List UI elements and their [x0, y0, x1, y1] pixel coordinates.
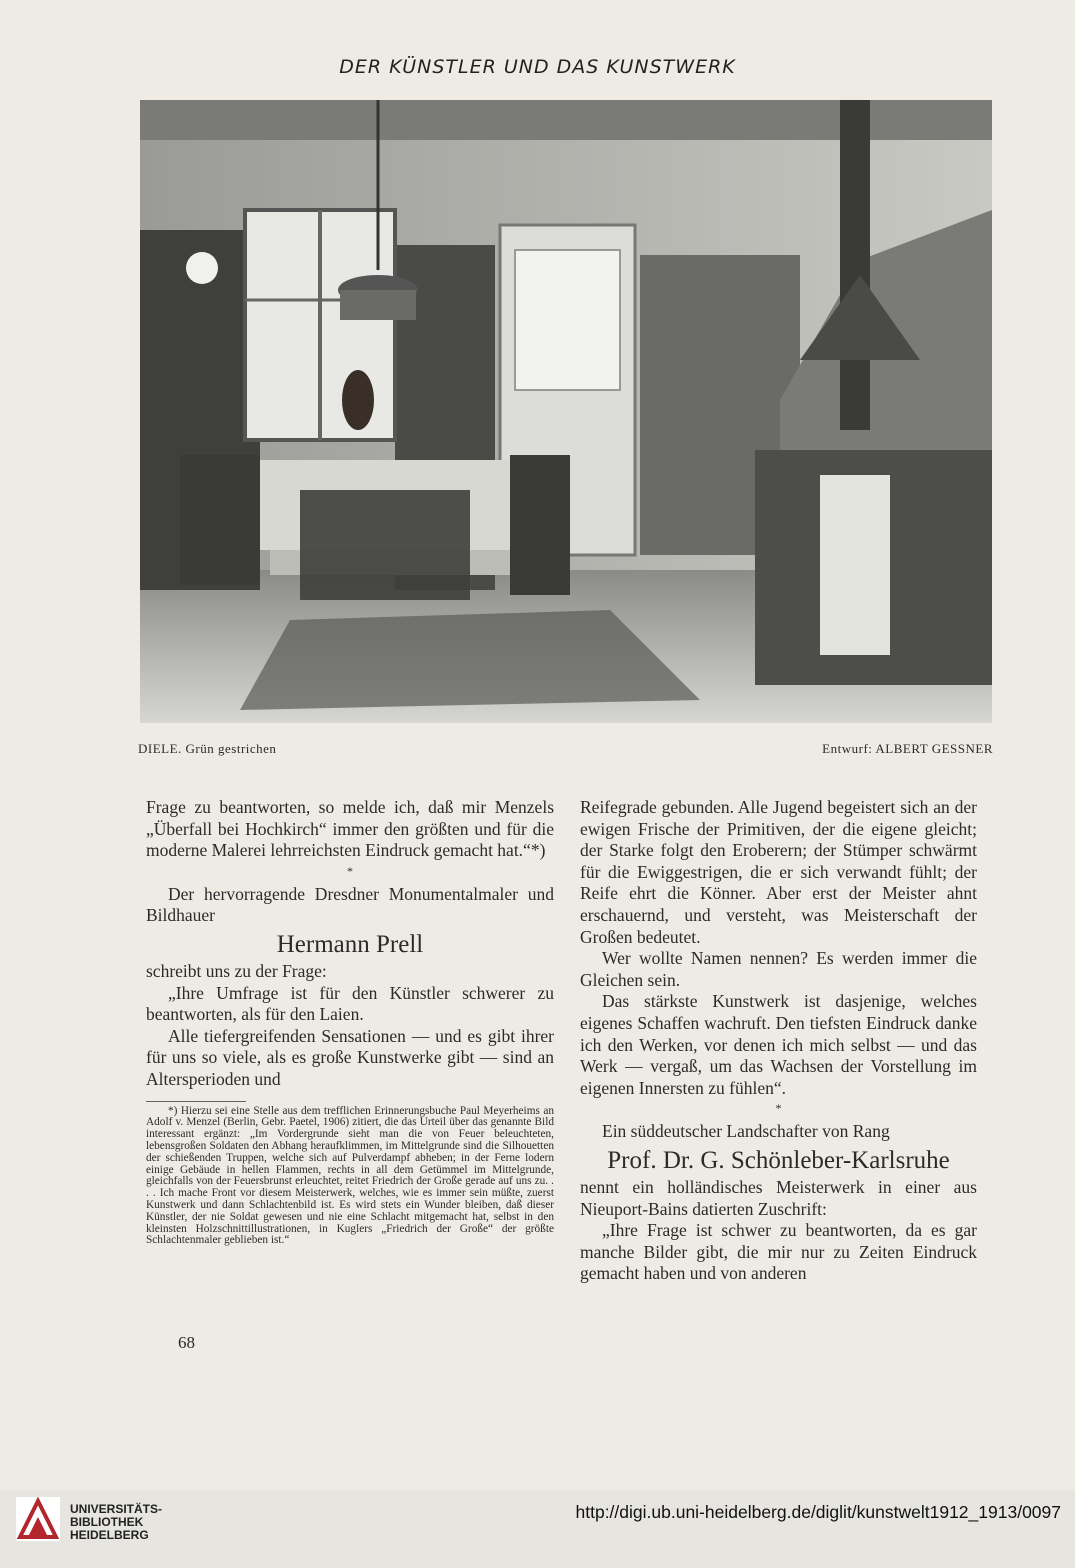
- section-separator: *: [347, 863, 353, 878]
- paragraph: Das stärkste Kunstwerk ist dasjenige, welches eigenes Schaffen wachruft. Den tiefsten Eindruck danke ich den Werken, vor denen ich mich selbst — und das Werk — vergaß, um das Wachsen der Vorstellung im eigenen Innersten zu fühlen“.: [580, 991, 977, 1098]
- paragraph: Ein süddeutscher Landschafter von Rang: [602, 1121, 890, 1142]
- paragraph: Frage zu beantworten, so melde ich, daß mir Menzels „Überfall bei Hochkirch“ immer den größten und für die moderne Malerei lehrreichsten Eindruck gemacht hat.“*): [146, 797, 554, 861]
- paragraph: „Ihre Umfrage ist für den Künstler schwerer zu beantworten, als für den Laien.: [146, 982, 554, 1025]
- footnote: *) Hierzu sei eine Stelle aus dem trefflichen Erinnerungsbuche Paul Meyerheims an Adolf v. Menzel (Berlin, Gebr. Paetel, 1906) zitiert, die das Urteil über das genannte Bild interessant ergänzt: „Im Vordergrunde sieht man die von Feuer beleuchteten, lebensgroßen Soldaten den Abhang heraufklimmen, im Mittelgrunde sind die Silhouetten der schießenden Truppen, welche sich auf Pulverdampf abheben; in der Ferne lodern einige Gebäude in hellen Flammen, rechts in all dem Getümmel im Mittelgrunde, gleichfalls von der Feuersbrunst erleuchtet, reitet Friedrich der Große gerade auf uns zu. . . . Ich mache Front vor diesem Meisterwerk, welches, wie es immer sein müßte, zuerst Kunstwerk und dann Schlachtenbild ist. Es wird stets ein Wunder bleiben, daß dieser Künstler, der nie Soldat gewesen und nie eine Schlacht mitgemacht hat, selbst in den kleinsten Holzschnittillustrationen, in Kuglers „Friedrich der Große“ der größte Schlachtenmaler geblieben ist.“: [146, 1104, 554, 1247]
- figure-caption-right: Entwurf: ALBERT GESSNER: [822, 741, 993, 756]
- paragraph: nennt ein holländisches Meisterwerk in einer aus Nieuport-Bains datierten Zuschrift:: [580, 1176, 977, 1219]
- library-name: UNIVERSITÄTS- BIBLIOTHEK HEIDELBERG: [70, 1502, 163, 1542]
- interior-photograph: [140, 100, 992, 723]
- paragraph: Reifegrade gebunden. Alle Jugend begeistert sich an der ewigen Frische der Primitiven, der die eigene gleicht; der Starke folgt den Eroberern; der Stümper schwärmt für die Ewiggestrigen, die er sich verwandt fühlt; der Reife ehrt die Könner. Aber erst der Meister ahnt erschauernd, und versteht, was Meisterschaft der Großen bedeutet.: [580, 797, 977, 947]
- paragraph: „Ihre Frage ist schwer zu beantworten, da es gar manche Bilder gibt, die mir nur zu Zeiten Eindruck gemacht haben und von anderen: [580, 1220, 977, 1284]
- section-separator: *: [775, 1101, 782, 1116]
- left-column: [146, 797, 554, 1247]
- permalink-url[interactable]: http://digi.ub.uni-heidelberg.de/diglit/kunstwelt1912_1913/0097: [575, 1502, 1061, 1522]
- paragraph: Wer wollte Namen nennen? Es werden immer die Gleichen sein.: [580, 948, 977, 990]
- hall-interior-image: [140, 100, 992, 723]
- paragraph: schreibt uns zu der Frage:: [146, 960, 327, 981]
- paragraph: Alle tiefergreifenden Sensationen — und es gibt ihrer für uns so viele, als es große Kunstwerke gibt — sind an Altersperioden und: [146, 1025, 554, 1089]
- footnote-rule: [146, 1101, 246, 1102]
- figure-caption-left: DIELE. Grün gestrichen: [138, 741, 277, 756]
- right-column: [580, 797, 977, 1285]
- running-title: DER KÜNSTLER UND DAS KUNSTWERK: [339, 56, 736, 78]
- artist-name-heading: Hermann Prell: [276, 930, 424, 958]
- university-library-logo-icon: [16, 1497, 60, 1541]
- page-number: 68: [178, 1333, 195, 1352]
- paragraph: Der hervorragende Dresdner Monumentalmaler und Bildhauer: [146, 883, 554, 926]
- artist-name-heading: Prof. Dr. G. Schönleber-Karlsruhe: [607, 1146, 950, 1174]
